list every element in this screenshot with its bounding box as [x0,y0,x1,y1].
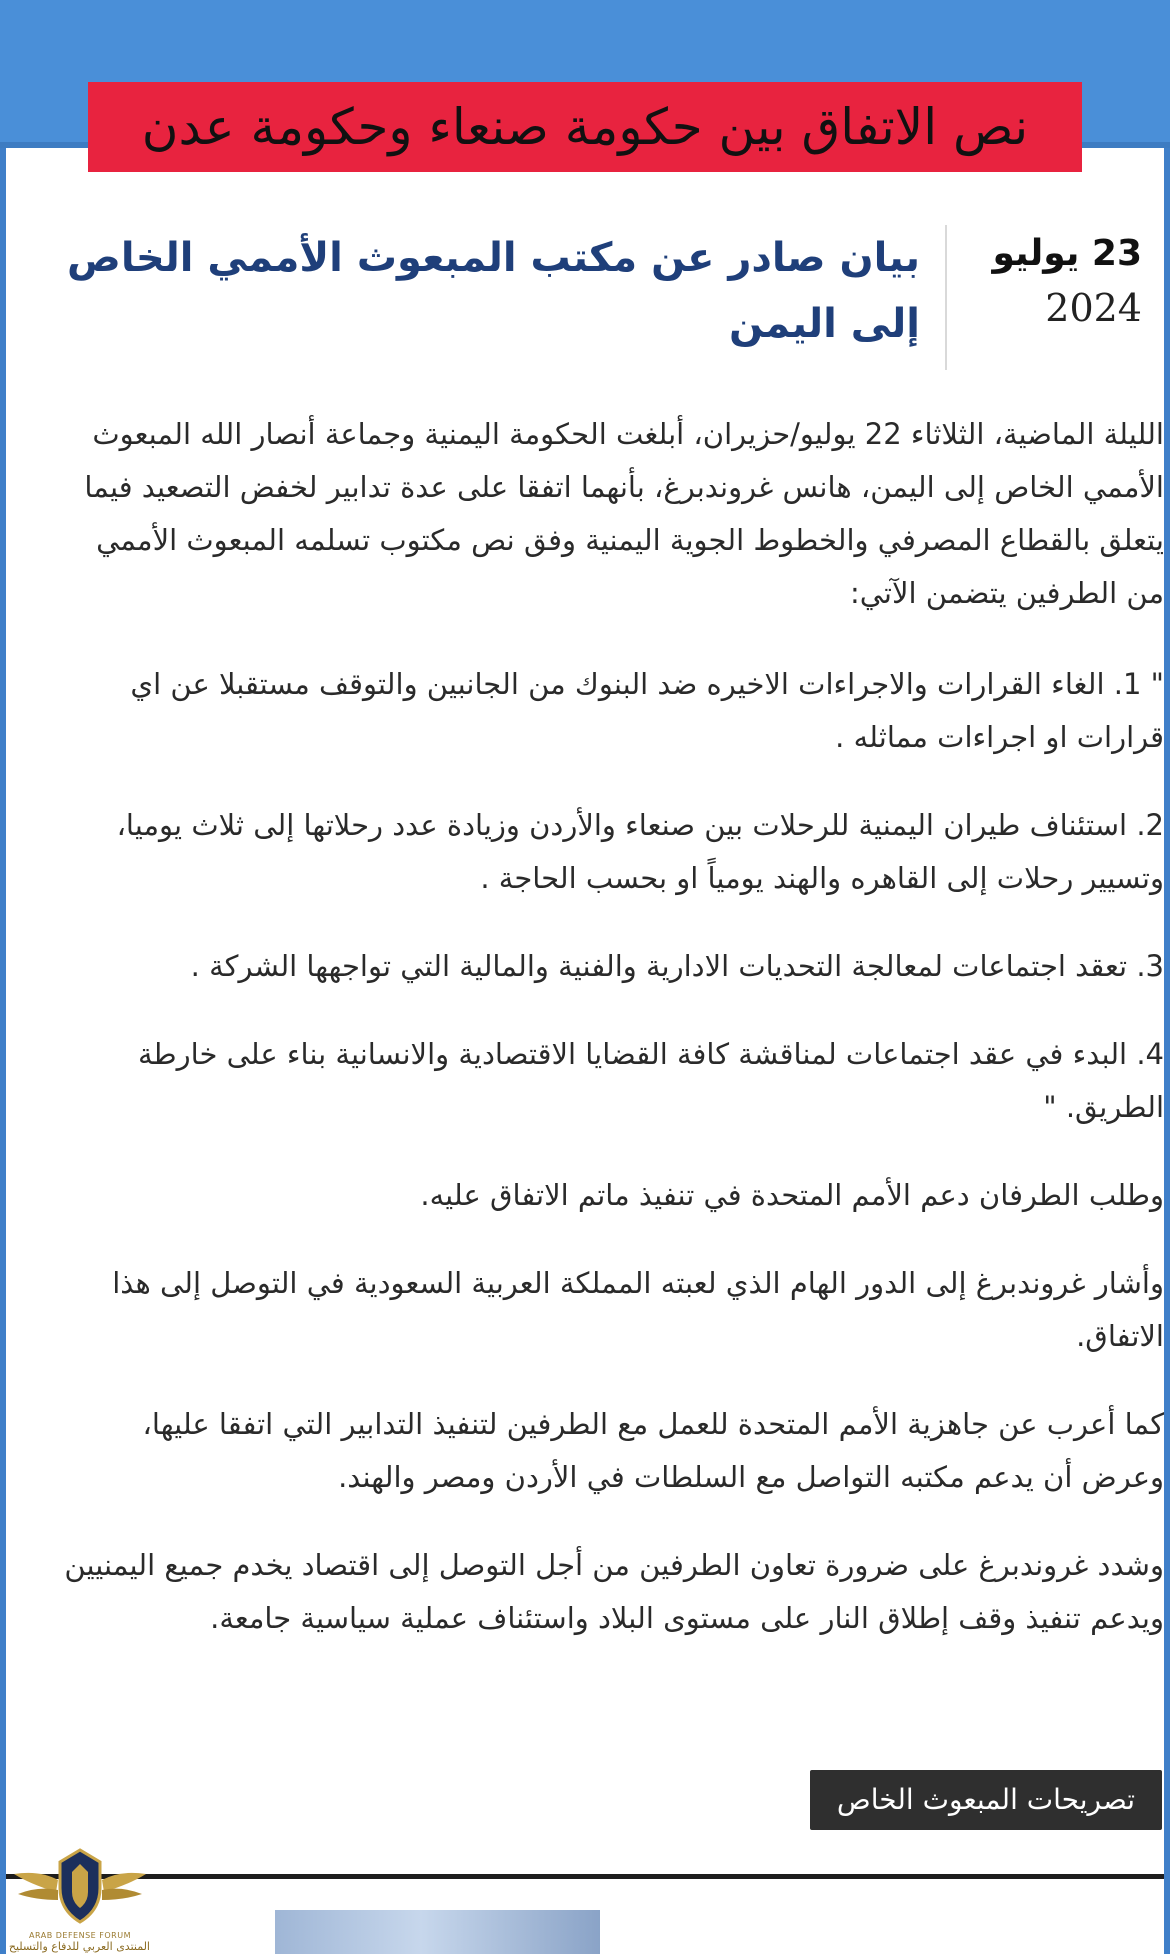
article-paragraph: وطلب الطرفان دعم الأمم المتحدة في تنفيذ ماتم الاتفاق عليه. [420,1178,1164,1212]
article-paragraph: 3. تعقد اجتماعات لمعالجة التحديات الادارية والفنية والمالية التي تواجهها الشركة . [190,949,1164,983]
article-paragraph: كما أعرب عن جاهزية الأمم المتحدة للعمل مع الطرفين لتنفيذ التدابير التي اتفقا عليها، وعرض أن يدعم مكتبه التواصل مع السلطات في الأردن ومصر والهند. [142,1407,1164,1494]
article-paragraph: الليلة الماضية، الثلاثاء 22 يوليو/حزيران، أبلغت الحكومة اليمنية وجماعة أنصار الله المبعوث الأممي الخاص إلى اليمن، هانس غروندبرغ، بأنهما اتفقا على عدة تدابير لخفض التصعيد فيما يتعلق بالقطاع المصرفي والخطوط الجوية اليمنية وفق نص مكتوب تسلمه المبعوث الأممي من الطرفين يتضمن الآتي: [84,417,1164,610]
article-paragraph: " 1. الغاء القرارات والاجراءات الاخيره ضد البنوك من الجانبين والتوقف مستقبلا عن اي قرارات او اجراءات مماثله . [130,667,1164,754]
title-divider [945,225,947,370]
article-paragraph: 2. استئناف طيران اليمنية للرحلات بين صنعاء والأردن وزيادة عدد رحلاتها إلى ثلاث يوميا، وتسيير رحلات إلى القاهره والهند يومياً او بحسب الحاجة . [116,808,1164,895]
related-thumbnail[interactable] [275,1910,600,1954]
frame-right-border [1164,148,1170,1954]
headline-banner: نص الاتفاق بين حكومة صنعاء وحكومة عدن [88,82,1082,172]
date-day: 23 يوليو [992,233,1142,274]
date-block [962,228,1142,336]
article-body [56,408,1164,1680]
article-paragraph: 4. البدء في عقد اجتماعات لمناقشة كافة القضايا الاقتصادية والانسانية بناء على خارطة الطريق. " [137,1037,1164,1124]
watermark-english: ARAB DEFENSE FORUM [29,1931,131,1940]
special-envoy-statements-button[interactable]: تصريحات المبعوث الخاص [810,1770,1162,1830]
date-year: 2024 [1045,286,1142,330]
watermark-arabic: المنتدى العربي للدفاع والتسليح [8,1940,150,1953]
watermark-logo [10,1840,150,1954]
article-paragraph: وأشار غروندبرغ إلى الدور الهام الذي لعبته المملكة العربية السعودية في التوصل إلى هذا الاتفاق. [112,1266,1164,1353]
statement-title[interactable]: بيان صادر عن مكتب المبعوث الأممي الخاص إلى اليمن [67,235,920,347]
winged-shield-logo-icon [10,1840,150,1936]
frame-left-border [0,148,6,1954]
article-paragraph: وشدد غروندبرغ على ضرورة تعاون الطرفين من أجل التوصل إلى اقتصاد يخدم جميع اليمنيين ويدعم تنفيذ وقف إطلاق النار على مستوى البلاد واستئناف عملية سياسية جامعة. [64,1548,1164,1635]
